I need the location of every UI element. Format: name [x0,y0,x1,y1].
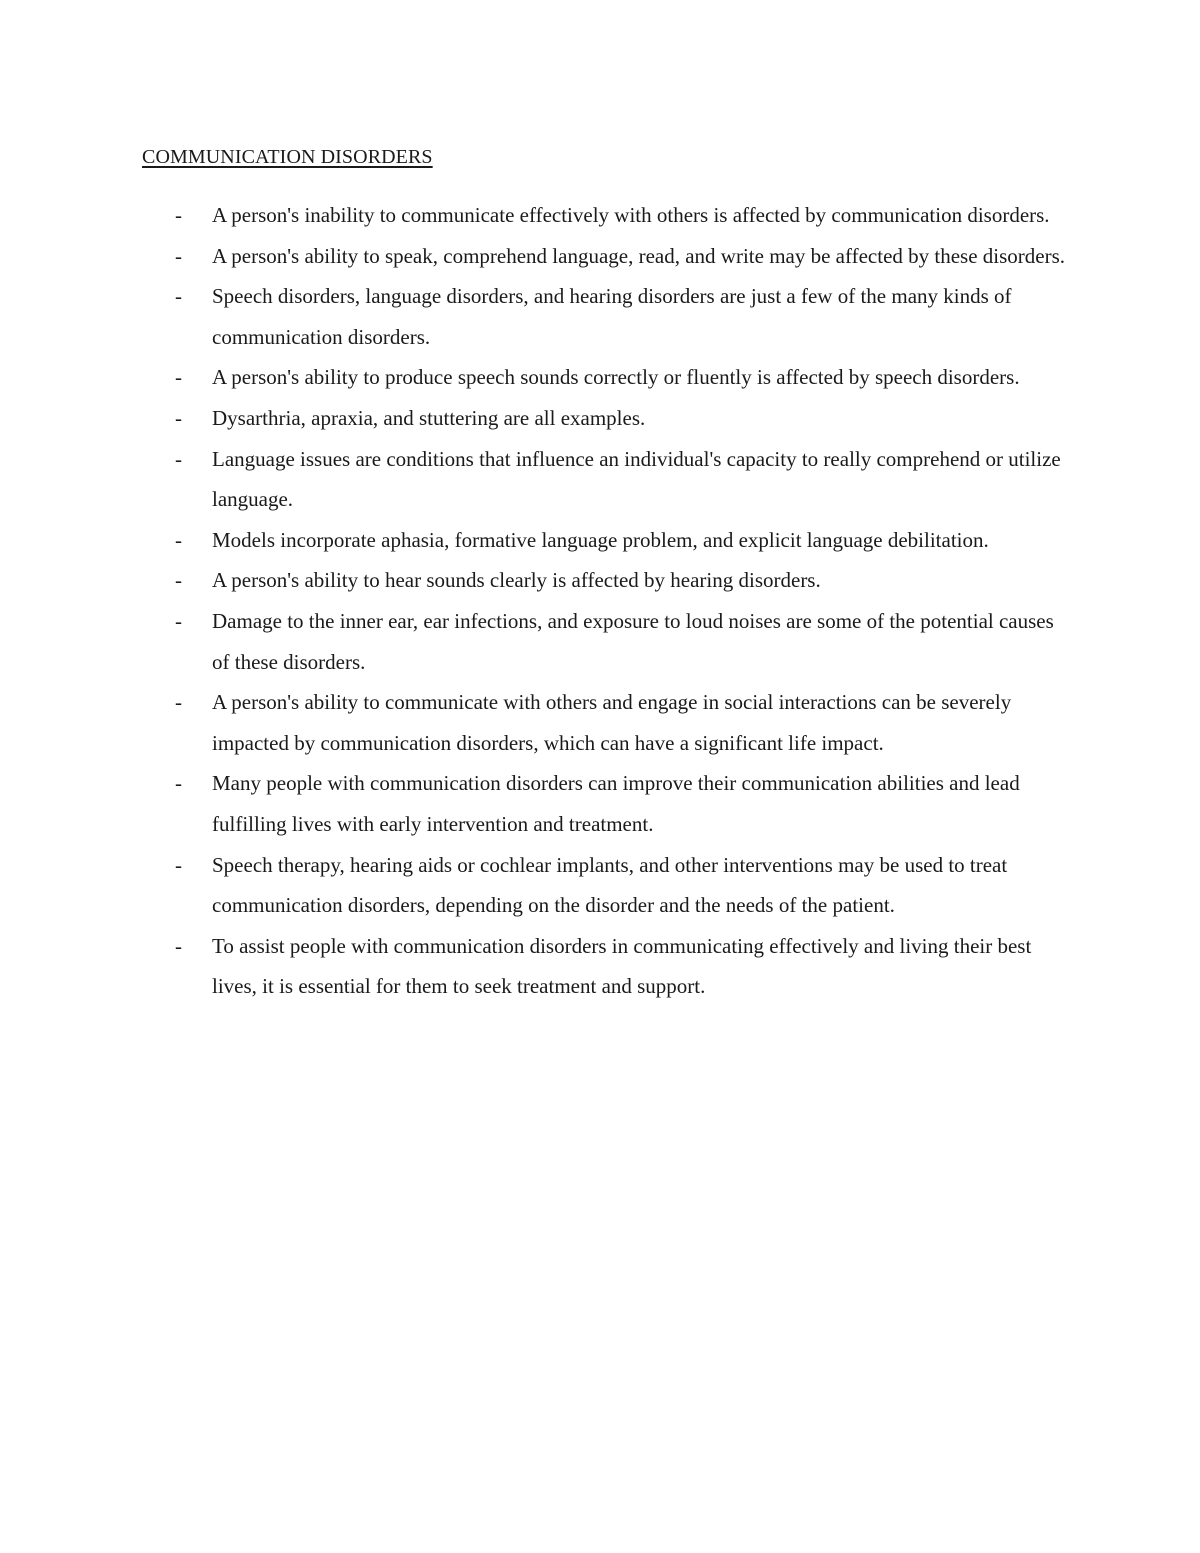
bullet-dash: - [175,527,182,552]
bullet-dash: - [175,243,182,268]
list-item [142,845,1072,926]
list-item [142,439,1072,520]
list-item [142,601,1072,682]
bullet-dash: - [175,284,182,309]
bullet-dash: - [175,771,182,796]
bullet-dash: - [175,365,182,390]
list-item-text: A person's ability to communicate with others and engage in social interactions can be severely impacted by communication disorders, which can have a significant life impact. [212,690,1012,755]
bullet-dash: - [175,852,182,877]
list-item-text: Language issues are conditions that influence an individual's capacity to really comprehend or utilize language. [212,446,1061,512]
document-title: COMMUNICATION DISORDERS [142,146,433,168]
list-item [142,926,1072,1007]
bullet-dash: - [175,690,182,715]
bullet-list [142,195,1072,1007]
list-item [142,560,1072,601]
list-item-text: A person's ability to hear sounds clearly is affected by hearing disorders. [212,568,821,593]
document-body [142,143,1072,1007]
bullet-dash: - [175,446,182,471]
list-item-text: A person's ability to speak, comprehend language, read, and write may be affected by these disorders. [212,243,1066,268]
list-item-text: To assist people with communication disorders in communicating effectively and living their best lives, it is essential for them to seek treatment and support. [212,933,1032,999]
bullet-dash: - [175,203,182,227]
list-item [142,195,1072,236]
bullet-dash: - [175,933,182,958]
list-item-text: Models incorporate aphasia, formative language problem, and explicit language debilitation. [212,527,989,552]
list-item-text: Damage to the inner ear, ear infections, and exposure to loud noises are some of the potential causes of these disorders. [212,608,1054,674]
list-item-text: Speech disorders, language disorders, and hearing disorders are just a few of the many kinds of communication disorders. [212,284,1012,349]
list-item [142,520,1072,561]
list-item-text: Many people with communication disorders can improve their communication abilities and lead fulfilling lives with early intervention and treatment. [212,771,1020,836]
list-item [142,682,1072,763]
list-item [142,236,1072,277]
list-item-text: Speech therapy, hearing aids or cochlear implants, and other interventions may be used to treat communication disorders, depending on the disorder and the needs of the patient. [212,852,1008,918]
bullet-dash: - [175,405,182,430]
list-item [142,763,1072,844]
list-item [142,398,1072,439]
bullet-dash: - [175,568,182,593]
list-item-text: A person's inability to communicate effectively with others is affected by communication disorders. [212,203,1050,227]
list-item [142,357,1072,398]
bullet-dash: - [175,608,182,633]
list-item [142,276,1072,357]
list-item-text: A person's ability to produce speech sounds correctly or fluently is affected by speech disorders. [212,365,1020,390]
list-item-text: Dysarthria, apraxia, and stuttering are all examples. [212,405,646,430]
